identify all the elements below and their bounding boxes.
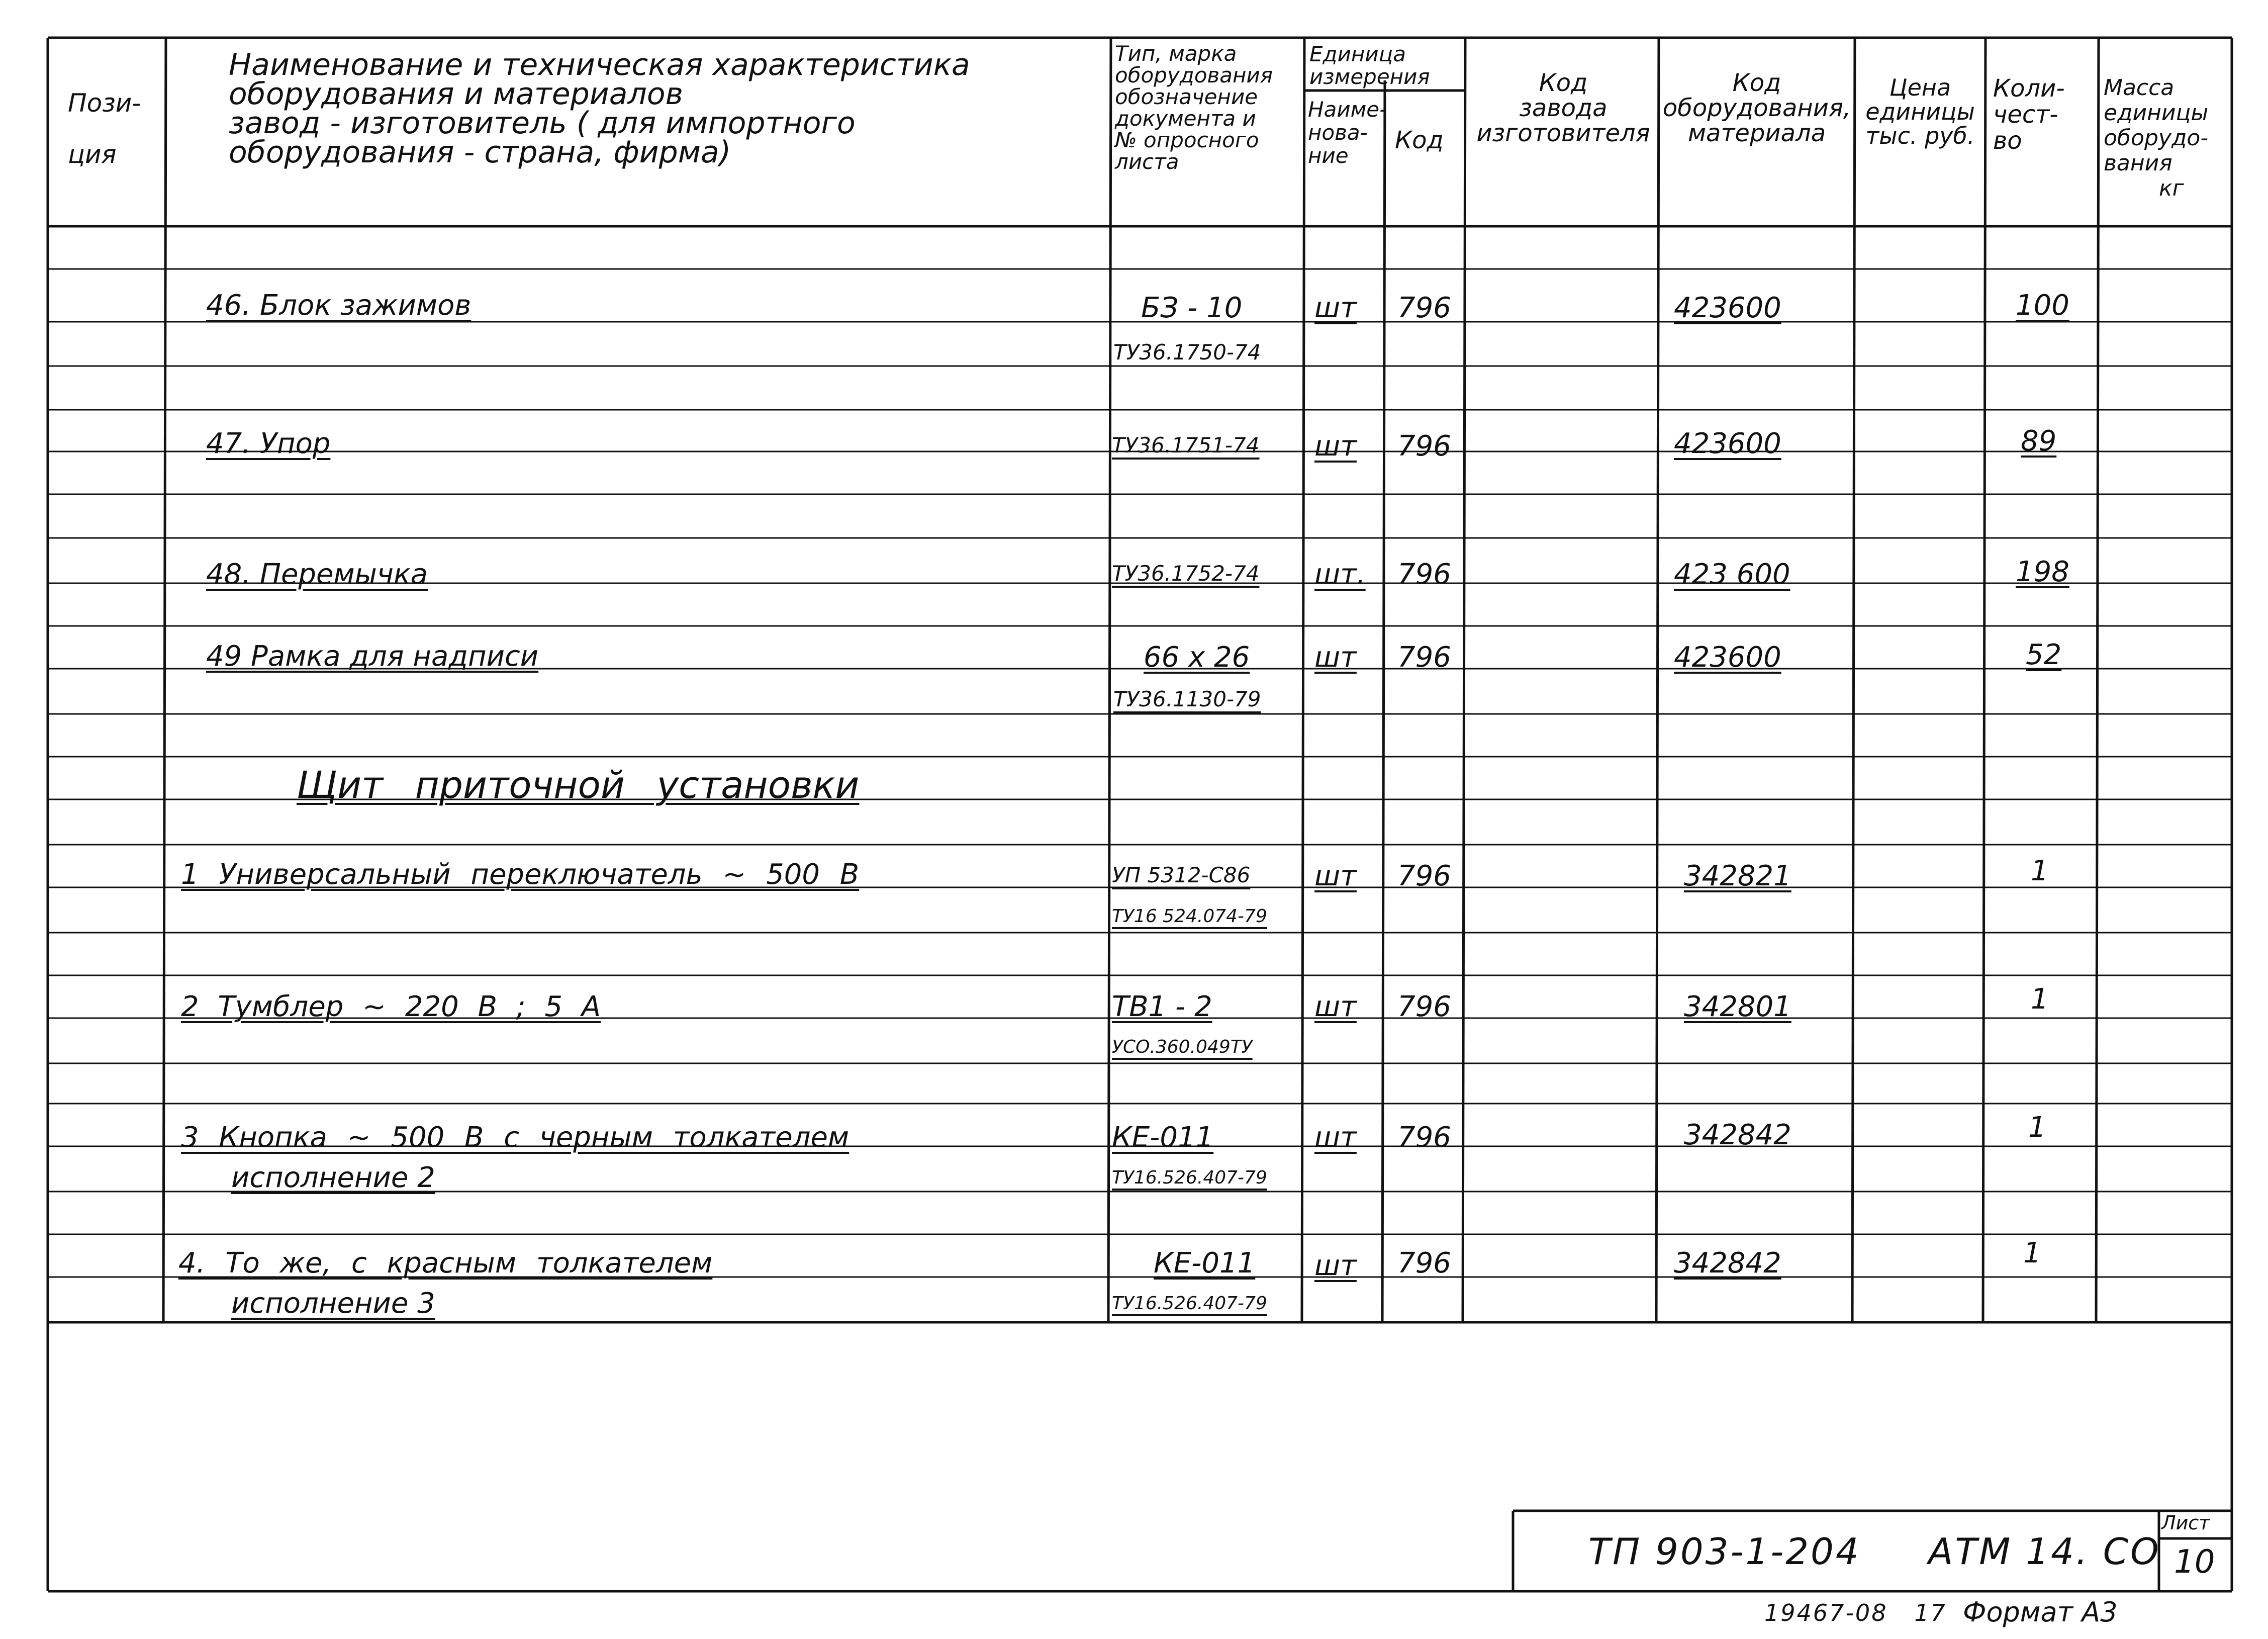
row-48-equip: 423 600 [1674,558,1790,591]
row-1-qty: 1 [2031,855,2049,887]
row-47-name: 47. Упор [206,427,331,460]
footer-archive-number: 19467-08 17 [1764,1599,1947,1626]
row-4-name: 4. То же, с красным толкателем [178,1247,713,1280]
header-equip-code: Код оборудования, материала [1662,69,1851,147]
header-price: Цена единицы тыс. руб. [1865,74,1975,149]
row-48-unit: шт. [1314,558,1366,591]
stamp-document-code: ТП 903-1-204 АТМ 14. СО [1588,1530,2161,1573]
row-49-type: 66 х 26 [1144,641,1250,674]
row-4-unit: шт [1314,1249,1357,1282]
row-2-code: 796 [1397,990,1451,1023]
row-49-qty: 52 [2026,639,2062,671]
row-3-type: КЕ-011 [1112,1121,1214,1154]
header-unit-name: Наиме- нова- ние [1308,97,1387,168]
footer-format: Формат А3 [1963,1596,2118,1628]
row-47-unit: шт [1314,430,1357,463]
row-2-name: 2 Тумблер ~ 220 В ; 5 А [181,990,601,1023]
row-3-unit: шт [1314,1121,1357,1154]
row-2-type2: УСО.360.049ТУ [1112,1037,1253,1057]
row-47-type: ТУ36.1751-74 [1112,433,1260,458]
row-47-equip: 423600 [1674,427,1781,460]
row-46-type2: ТУ36.1750-74 [1113,340,1261,365]
header-qty: Коли- чест- во [1993,74,2065,155]
row-3-name2: исполнение 2 [231,1161,435,1194]
row-1-type: УП 5312-С86 [1112,863,1251,887]
row-48-type: ТУ36.1752-74 [1112,561,1260,586]
row-2-unit: шт [1314,990,1357,1023]
header-unit-code: Код [1395,126,1444,154]
row-46-name: 46. Блок зажимов [206,289,471,322]
row-2-equip: 342801 [1684,990,1791,1023]
row-48-name: 48. Перемычка [206,558,428,591]
row-46-code: 796 [1397,292,1451,324]
row-47-qty: 89 [2021,425,2057,458]
stamp-sheet-number: 10 [2174,1543,2215,1581]
row-48-qty: 198 [2016,556,2069,588]
row-1-name: 1 Универсальный переключатель ~ 500 В [181,858,860,891]
header-name: Наименование и техническая характеристика оборудования и материалов завод - изготовитель ( для импортного оборудования - страна, фирма) [229,47,970,170]
row-2-type: ТВ1 - 2 [1112,990,1212,1023]
row-46-equip: 423600 [1674,292,1781,324]
row-2-qty: 1 [2031,983,2049,1016]
row-49-code: 796 [1397,641,1451,674]
row-47-code: 796 [1397,430,1451,463]
row-46-unit: шт [1314,292,1357,324]
row-4-code: 796 [1397,1247,1451,1280]
stamp-sheet-label: Лист [2161,1512,2210,1534]
header-maker-code: Код завода изготовителя [1476,69,1650,147]
row-3-type2: ТУ16.526.407-79 [1112,1167,1267,1188]
row-4-qty: 1 [2023,1237,2041,1269]
row-3-qty: 1 [2028,1111,2046,1144]
header-type: Тип, марка оборудования обозначение документа и № опросного листа [1115,41,1273,174]
row-49-type2: ТУ36.1130-79 [1113,687,1261,711]
row-4-name2: исполнение 3 [231,1287,435,1320]
header-position: Пози- ция [68,88,141,169]
row-49-equip: 423600 [1674,641,1781,674]
row-46-qty: 100 [2016,289,2069,322]
row-1-code: 796 [1397,860,1451,892]
header-mass: Масса единицы оборудо- вания кг [2104,75,2209,201]
row-1-unit: шт [1314,860,1357,892]
row-48-code: 796 [1397,558,1451,591]
row-4-type2: ТУ16.526.407-79 [1112,1293,1267,1314]
row-3-equip: 342842 [1684,1119,1791,1151]
header-unit-group: Единица измерения [1309,42,1430,89]
row-4-equip: 342842 [1674,1247,1781,1280]
row-3-name: 3 Кнопка ~ 500 В с черным толкателем [181,1121,849,1154]
row-46-type: БЗ - 10 [1141,292,1243,324]
section-title: Щит приточной установки [297,764,860,807]
row-1-type2: ТУ16 524.074-79 [1112,906,1267,927]
row-4-type: КЕ-011 [1154,1247,1256,1280]
row-3-code: 796 [1397,1121,1451,1154]
row-1-equip: 342821 [1684,860,1791,892]
row-49-name: 49 Рамка для надписи [206,640,539,673]
row-49-unit: шт [1314,641,1357,674]
